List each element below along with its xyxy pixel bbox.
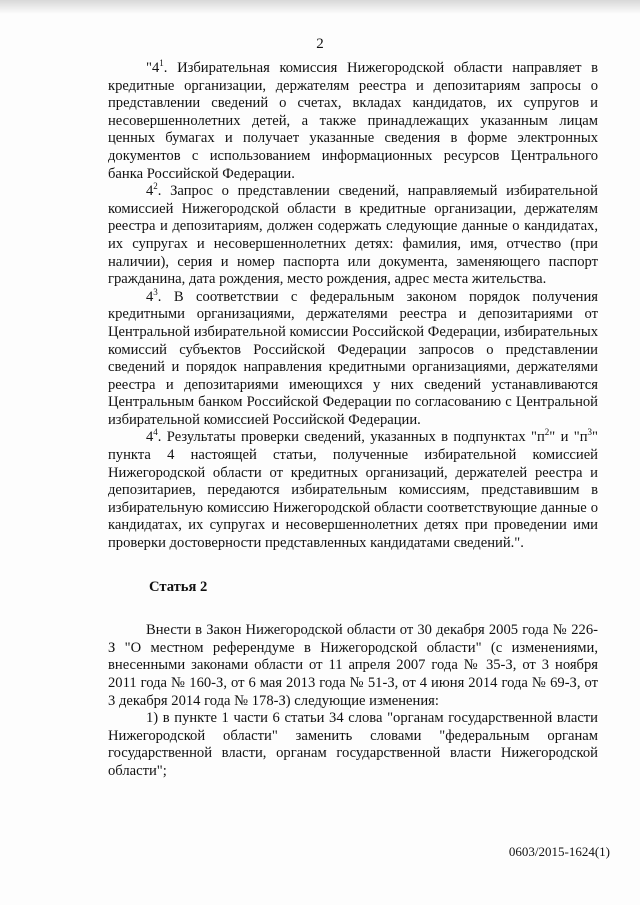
paragraph-article-2-item-1: 1) в пункте 1 части 6 статьи 34 слова "органам государственной власти Нижегородской области" заменить словами "федеральным органам государственной власти, органам государственной власти Нижегородской области"; (108, 710, 598, 779)
paragraph-4-2: $4^2$. Запрос о представлении сведений, направляемый избирательной комиссией Нижегородской области в кредитные организации, держателям реестра и депозитариям, должен содержать следующие данные о кандидатах, их супругах и несовершеннолетних детях: фамилия, имя, отчество (при наличии), серия и номер паспорта или документа, заменяющего паспорт гражданина, дата рождения, место рождения, адрес места жительства. (108, 181, 598, 288)
article-2-heading: Статья 2 (149, 578, 208, 595)
paragraph-4-3: $4^3$. В соответствии с федеральным законом порядок получения кредитными организациями, держателями реестра и депозитариями от Центральной избирательной комиссии Российской Федерации, избирательных комиссий субъектов Российской Федерации запросов о представлении сведений и порядок направления кредитными организациями, держателями реестра и депозитариями имеющихся у них сведений устанавливаются Центральным банком Российской Федерации по согласованию с Центральной избирательной комиссией Российской Федерации. (108, 286, 598, 428)
paragraph-article-2-intro: Внести в Закон Нижегородской области от 30 декабря 2005 года № 226-З "О местном референдуме в Нижегородской области" (с изменениями, внесенными законами области от 11 апреля 2007 года № 35-З, от 3 ноября 2011 года № 160-З, от 6 мая 2013 года № 51-З, от 4 июня 2014 года № 69-З, от 3 декабря 2014 года № 178-З) следующие изменения: (108, 622, 598, 709)
scan-edge (0, 0, 640, 14)
paragraph-4-4: $4^4$. Результаты проверки сведений, указанных в подпунктах "$п^2$" и "$п^3$" пункта 4 настоящей статьи, полученные избирательной комиссией Нижегородской области от кредитных организаций, держателей реестра и депозитариев, передаются избирательным комиссиям, представившим в избирательную комиссию Нижегородской области соответствующие данные о кандидатах, их супругах и несовершеннолетних детях при проведении ими проверки достоверности представленных кандидатами сведений.". (108, 427, 598, 552)
page-number: 2 (316, 36, 324, 52)
document-body (108, 60, 598, 781)
document-code: 0603/2015-1624(1) (508, 844, 610, 859)
paragraph-4-1: "$4^1$. Избирательная комиссия Нижегородской области направляет в кредитные организации, держателям реестра и депозитариям запросы о представлении сведений о счетах, вкладах кандидатов, их супругов и несовершеннолетних детей, а также принадлежащих указанным лицам ценных бумагах и получает указанные сведения в форме электронных документов с использованием информационных ресурсов Центрального банка Российской Федерации. (108, 58, 598, 182)
